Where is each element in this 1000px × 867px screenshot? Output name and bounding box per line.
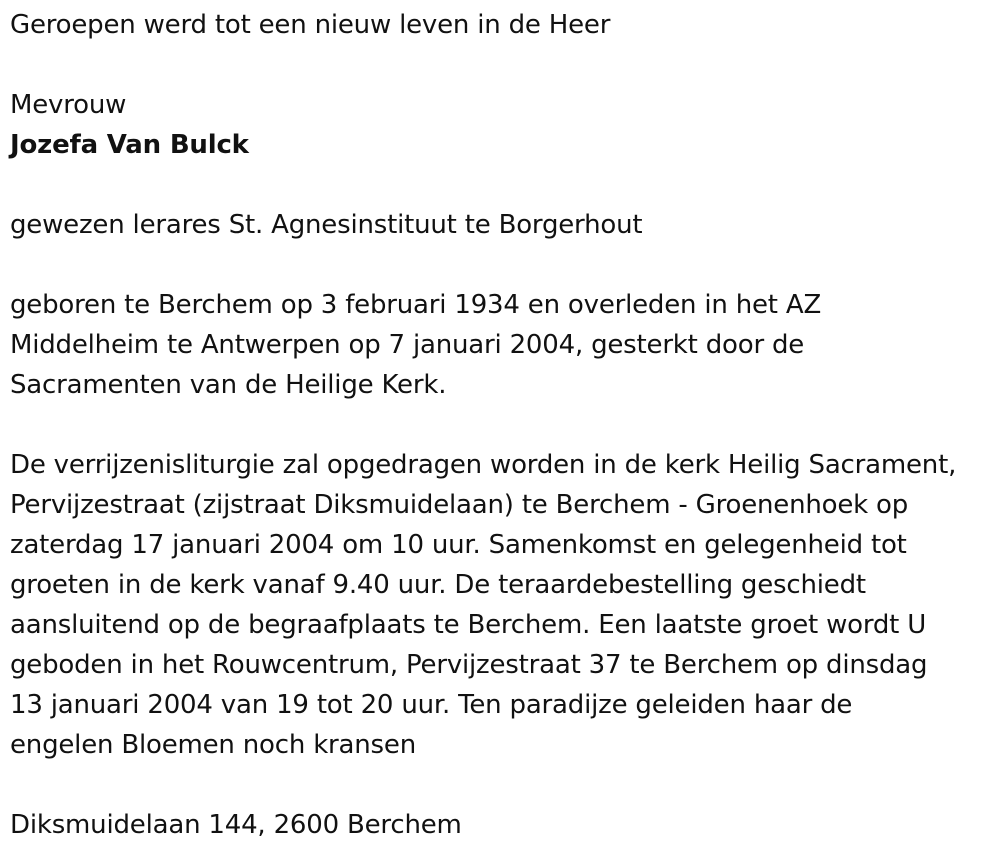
- paragraph-line: engelen Bloemen noch kransen: [10, 730, 416, 760]
- ceremony-paragraph: [10, 445, 995, 765]
- paragraph-line: De verrijzenisliturgie zal opgedragen worden in de kerk Heilig Sacrament,: [10, 450, 957, 480]
- paragraph-line: aansluitend op de begraafplaats te Berchem. Een laatste groet wordt U: [10, 610, 927, 640]
- paragraph-line: Pervijzestraat (zijstraat Diksmuidelaan) te Berchem - Groenenhoek op: [10, 490, 909, 520]
- salutation: Mevrouw: [10, 90, 127, 120]
- spacer: [10, 45, 995, 85]
- paragraph-line: zaterdag 17 januari 2004 om 10 uur. Samenkomst en gelegenheid tot: [10, 530, 907, 560]
- birth-death-paragraph: [10, 285, 995, 405]
- spacer: [10, 245, 995, 285]
- paragraph-line: Sacramenten van de Heilige Kerk.: [10, 370, 447, 400]
- paragraph-line: geboden in het Rouwcentrum, Pervijzestraat 37 te Berchem op dinsdag: [10, 650, 928, 680]
- spacer: [10, 405, 995, 445]
- address: Diksmuidelaan 144, 2600 Berchem: [10, 810, 462, 840]
- spacer: [10, 765, 995, 805]
- obituary-notice: [10, 0, 995, 845]
- announcement-header: Geroepen werd tot een nieuw leven in de Heer: [10, 10, 611, 40]
- occupation: gewezen lerares St. Agnesinstituut te Borgerhout: [10, 210, 643, 240]
- paragraph-line: 13 januari 2004 van 19 tot 20 uur. Ten paradijze geleiden haar de: [10, 690, 853, 720]
- paragraph-line: Middelheim te Antwerpen op 7 januari 2004, gesterkt door de: [10, 330, 805, 360]
- spacer: [10, 165, 995, 205]
- deceased-name: Jozefa Van Bulck: [10, 130, 249, 160]
- paragraph-line: geboren te Berchem op 3 februari 1934 en overleden in het AZ: [10, 290, 822, 320]
- paragraph-line: groeten in de kerk vanaf 9.40 uur. De teraardebestelling geschiedt: [10, 570, 866, 600]
